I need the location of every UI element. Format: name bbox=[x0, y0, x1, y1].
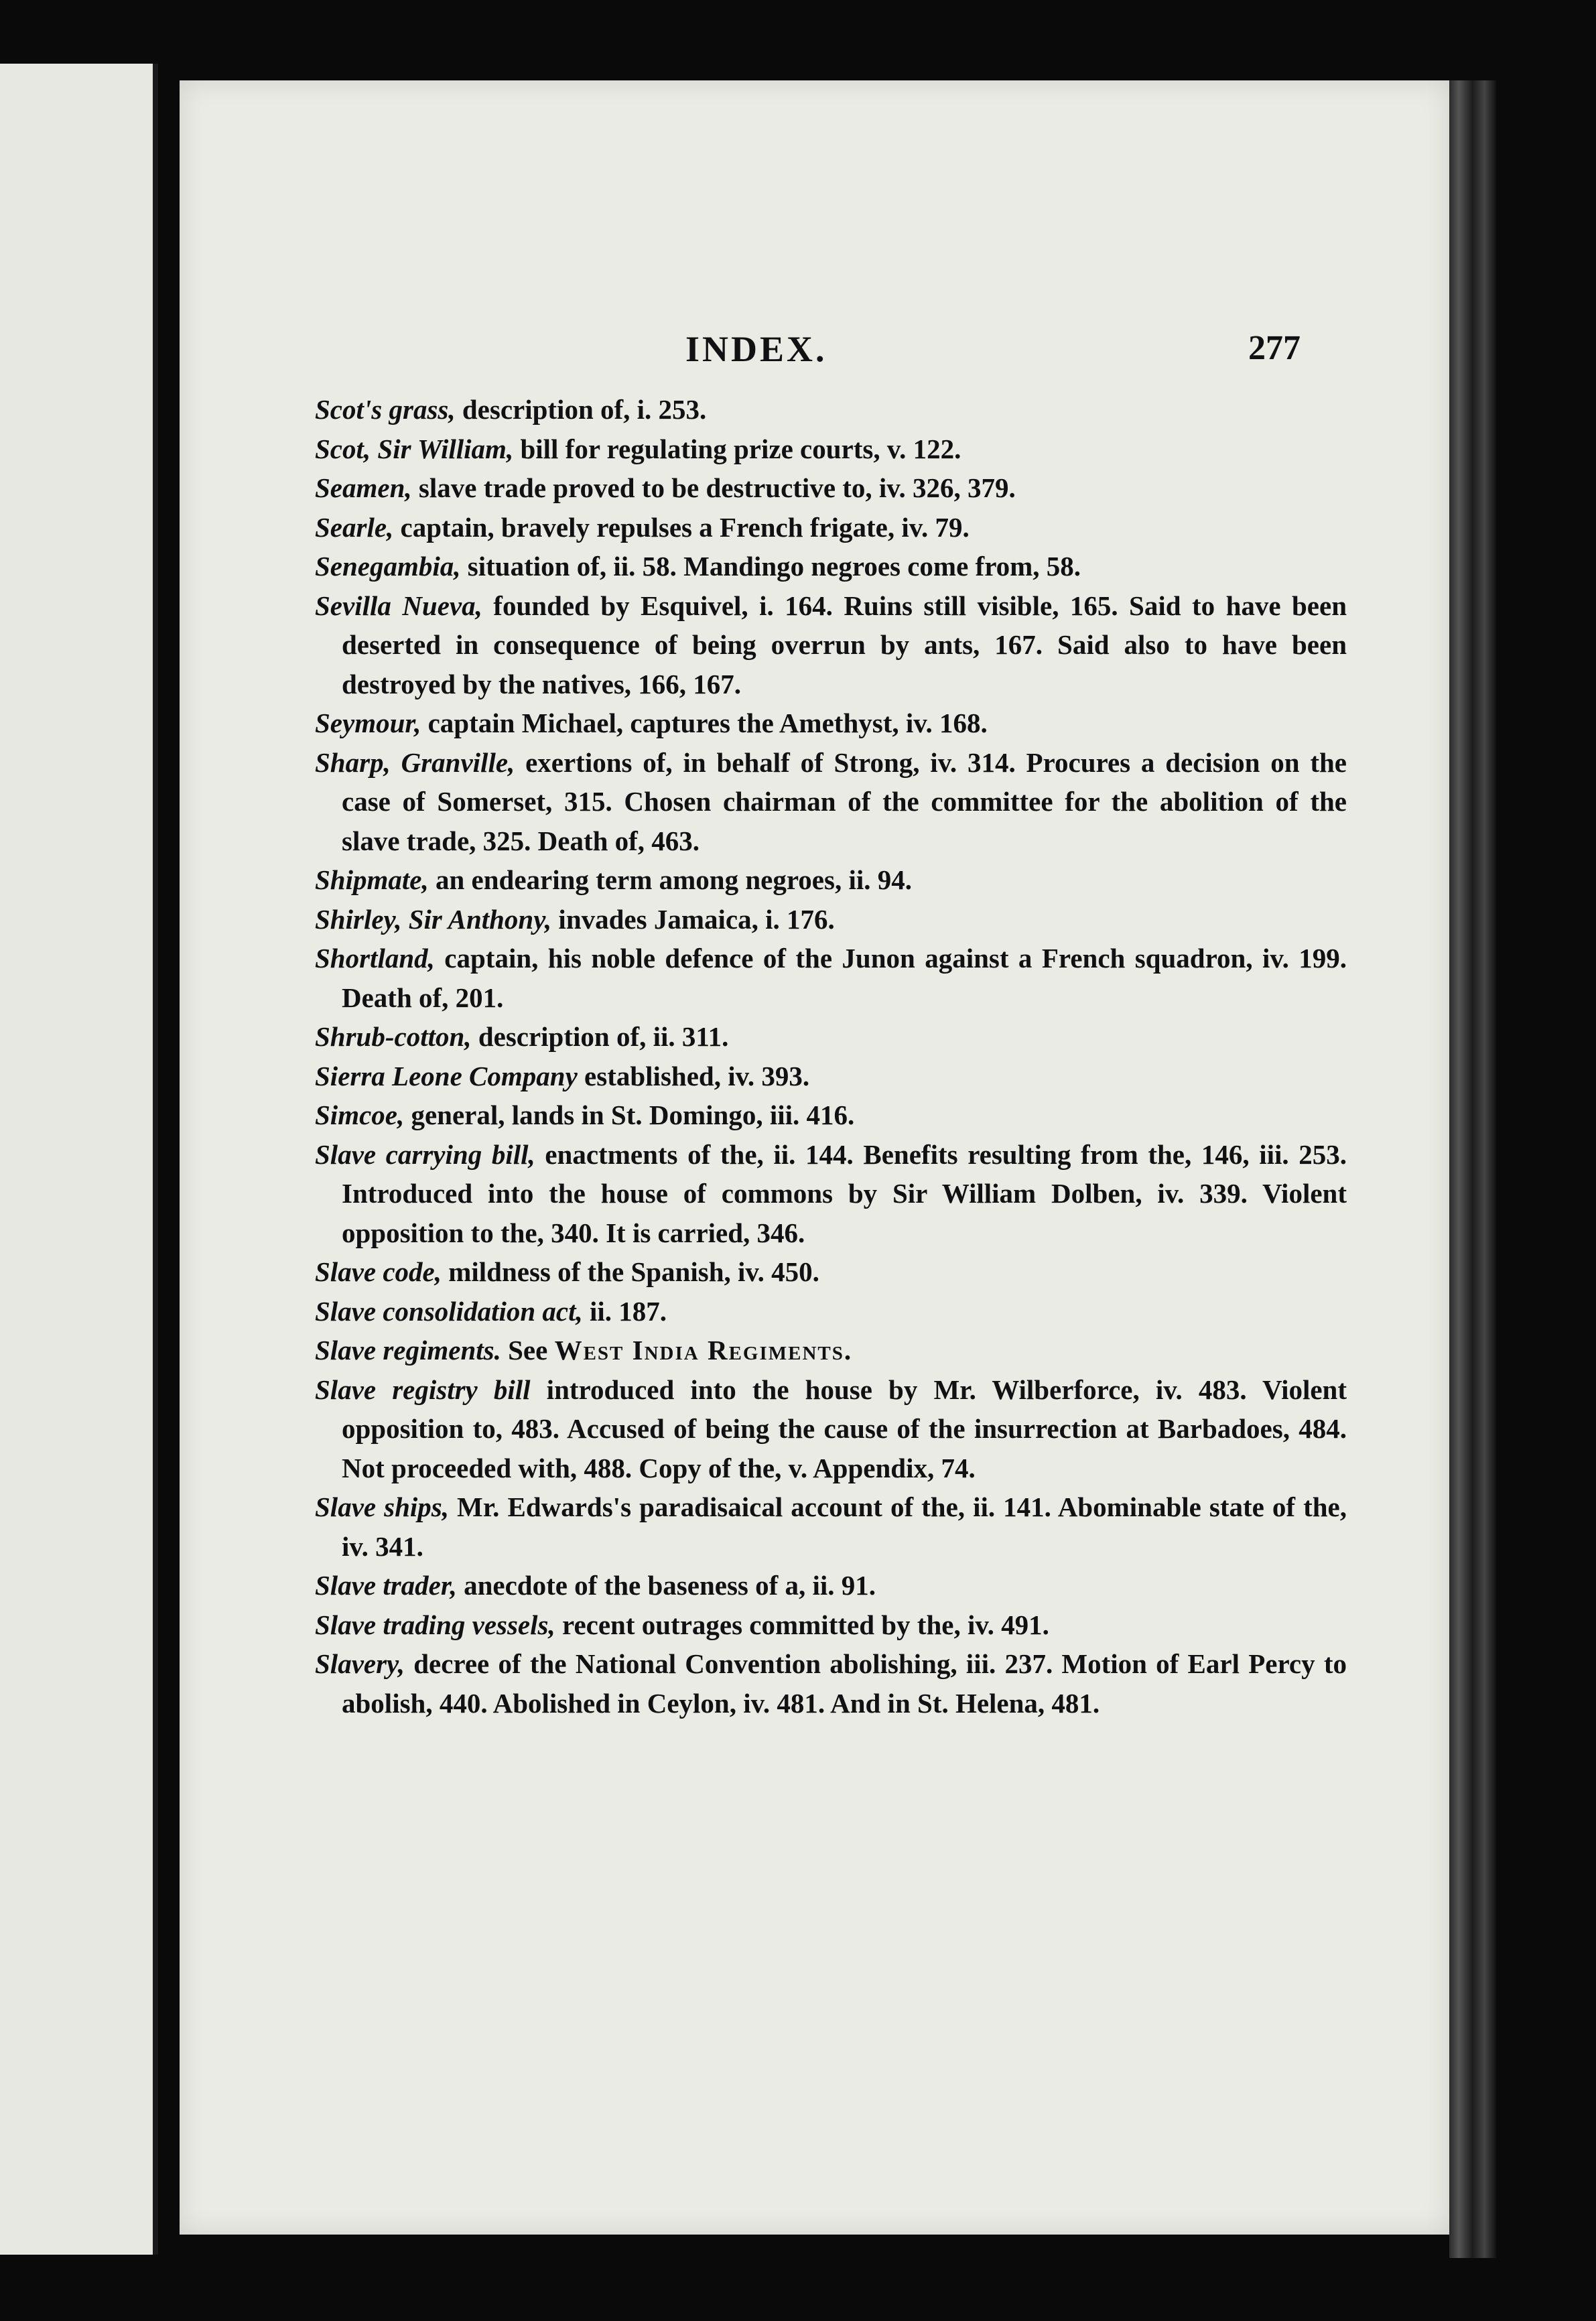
index-entry bbox=[315, 1017, 1347, 1057]
entry-text: captain, his noble defence of the Junon against a French squadron, iv. 199. Death of, 201. bbox=[342, 943, 1347, 1013]
entry-text: decree of the National Convention abolishing, iii. 237. Motion of Earl Percy to abolish, 440. Abolished in Ceylon, iv. 481. And in St. Helena, 481. bbox=[342, 1648, 1347, 1719]
entry-text: founded by Esquivel, i. 164. Ruins still visible, 165. Said to have been deserted in consequence of being overrun by ants, 167. Said also to have been destroyed by the natives, 166, 167. bbox=[342, 590, 1347, 700]
entry-text: situation of, ii. 58. Mandingo negroes come from, 58. bbox=[460, 551, 1081, 582]
index-entry bbox=[315, 468, 1347, 508]
entry-text: mildness of the Spanish, iv. 450. bbox=[441, 1256, 819, 1287]
entry-headword: Shipmate, bbox=[315, 864, 429, 895]
index-entry bbox=[315, 704, 1347, 743]
index-entry bbox=[315, 939, 1347, 1017]
entry-headword: Slave ships, bbox=[315, 1491, 449, 1522]
entry-text: captain, bravely repulses a French frigate, iv. 79. bbox=[393, 511, 970, 543]
index-entries bbox=[315, 390, 1347, 1723]
entry-text: ii. 187. bbox=[582, 1295, 667, 1327]
index-entry bbox=[315, 900, 1347, 939]
entry-headword: Scot's grass, bbox=[315, 394, 456, 425]
entry-text: See bbox=[501, 1335, 555, 1366]
entry-text: introduced into the house by Mr. Wilberforce, iv. 483. Violent opposition to, 483. Accused of being the cause of the insurrection at Barbadoes, 484. Not proceeded with, 488. Copy of the, v. Appendix, 74. bbox=[342, 1374, 1347, 1483]
page-number: 277 bbox=[1248, 329, 1301, 367]
entry-headword: Sierra Leone Company bbox=[315, 1060, 578, 1091]
entry-headword: Slave regiments. bbox=[315, 1335, 501, 1366]
book-page bbox=[180, 80, 1449, 2235]
index-entry bbox=[315, 1331, 1347, 1370]
entry-headword: Senegambia, bbox=[315, 551, 461, 582]
entry-headword: Sharp, Granville, bbox=[315, 746, 515, 778]
entry-headword: Slave code, bbox=[315, 1256, 442, 1287]
entry-headword: Searle, bbox=[315, 511, 394, 543]
entry-text: bill for regulating prize courts, v. 122. bbox=[513, 433, 961, 464]
entry-headword: Slave carrying bill, bbox=[315, 1138, 535, 1170]
entry-text: exertions of, in behalf of Strong, iv. 314. Procures a decision on the case of Somerset, 315. Chosen chairman of the committee for the abolition of the slave trade, 325. Death of, 463. bbox=[342, 746, 1347, 856]
index-entry bbox=[315, 1057, 1347, 1096]
cross-reference: West India Regiments. bbox=[554, 1335, 853, 1366]
index-entry bbox=[315, 860, 1347, 900]
index-entry bbox=[315, 1487, 1347, 1566]
entry-headword: Scot, Sir William, bbox=[315, 433, 514, 464]
entry-text: description of, i. 253. bbox=[455, 394, 707, 425]
index-entry bbox=[315, 1370, 1347, 1488]
index-entry bbox=[315, 1292, 1347, 1331]
entry-headword: Slave registry bill bbox=[315, 1374, 531, 1405]
entry-text: an endearing term among negroes, ii. 94. bbox=[428, 864, 912, 895]
index-entry bbox=[315, 1135, 1347, 1253]
entry-text: captain Michael, captures the Amethyst, iv. 168. bbox=[421, 708, 988, 738]
entry-headword: Slave consolidation act, bbox=[315, 1295, 583, 1327]
entry-headword: Sevilla Nueva, bbox=[315, 590, 482, 621]
entry-headword: Shortland, bbox=[315, 943, 435, 974]
entry-text: established, iv. 393. bbox=[577, 1060, 810, 1091]
index-entry bbox=[315, 586, 1347, 704]
facing-page-edge bbox=[0, 64, 158, 2255]
entry-text: general, lands in St. Domingo, iii. 416. bbox=[404, 1100, 855, 1130]
entry-headword: Seymour, bbox=[315, 708, 421, 738]
index-entry bbox=[315, 743, 1347, 861]
entry-text: description of, ii. 311. bbox=[471, 1021, 729, 1052]
index-entry bbox=[315, 429, 1347, 469]
index-entry bbox=[315, 1644, 1347, 1723]
entry-headword: Slave trader, bbox=[315, 1570, 457, 1601]
index-entry bbox=[315, 390, 1347, 429]
index-entry bbox=[315, 547, 1347, 586]
index-entry bbox=[315, 1566, 1347, 1605]
running-head: INDEX. bbox=[685, 329, 827, 369]
entry-headword: Shirley, Sir Anthony, bbox=[315, 903, 552, 935]
index-entry bbox=[315, 1605, 1347, 1645]
entry-text: Mr. Edwards's paradisaical account of the, ii. 141. Abominable state of the, iv. 341. bbox=[342, 1491, 1347, 1562]
page-header bbox=[180, 328, 1449, 395]
entry-text: anecdote of the baseness of a, ii. 91. bbox=[456, 1570, 876, 1601]
entry-headword: Simcoe, bbox=[315, 1100, 405, 1130]
entry-text: recent outrages committed by the, iv. 491. bbox=[555, 1609, 1049, 1640]
entry-headword: Slave trading vessels, bbox=[315, 1609, 555, 1640]
entry-text: slave trade proved to be destructive to, iv. 326, 379. bbox=[411, 472, 1016, 503]
entry-text: enactments of the, ii. 144. Benefits resulting from the, 146, iii. 253. Introduced into the house of commons by Sir William Dolben, iv. 339. Violent opposition to the, 340. It is carried, 346. bbox=[342, 1138, 1347, 1248]
book-spine bbox=[1449, 80, 1496, 2258]
index-entry bbox=[315, 1096, 1347, 1135]
entry-headword: Shrub-cotton, bbox=[315, 1021, 472, 1052]
index-entry bbox=[315, 508, 1347, 547]
entry-headword: Seamen, bbox=[315, 472, 412, 503]
index-entry bbox=[315, 1252, 1347, 1292]
entry-headword: Slavery, bbox=[315, 1648, 405, 1679]
entry-text: invades Jamaica, i. 176. bbox=[551, 903, 835, 935]
